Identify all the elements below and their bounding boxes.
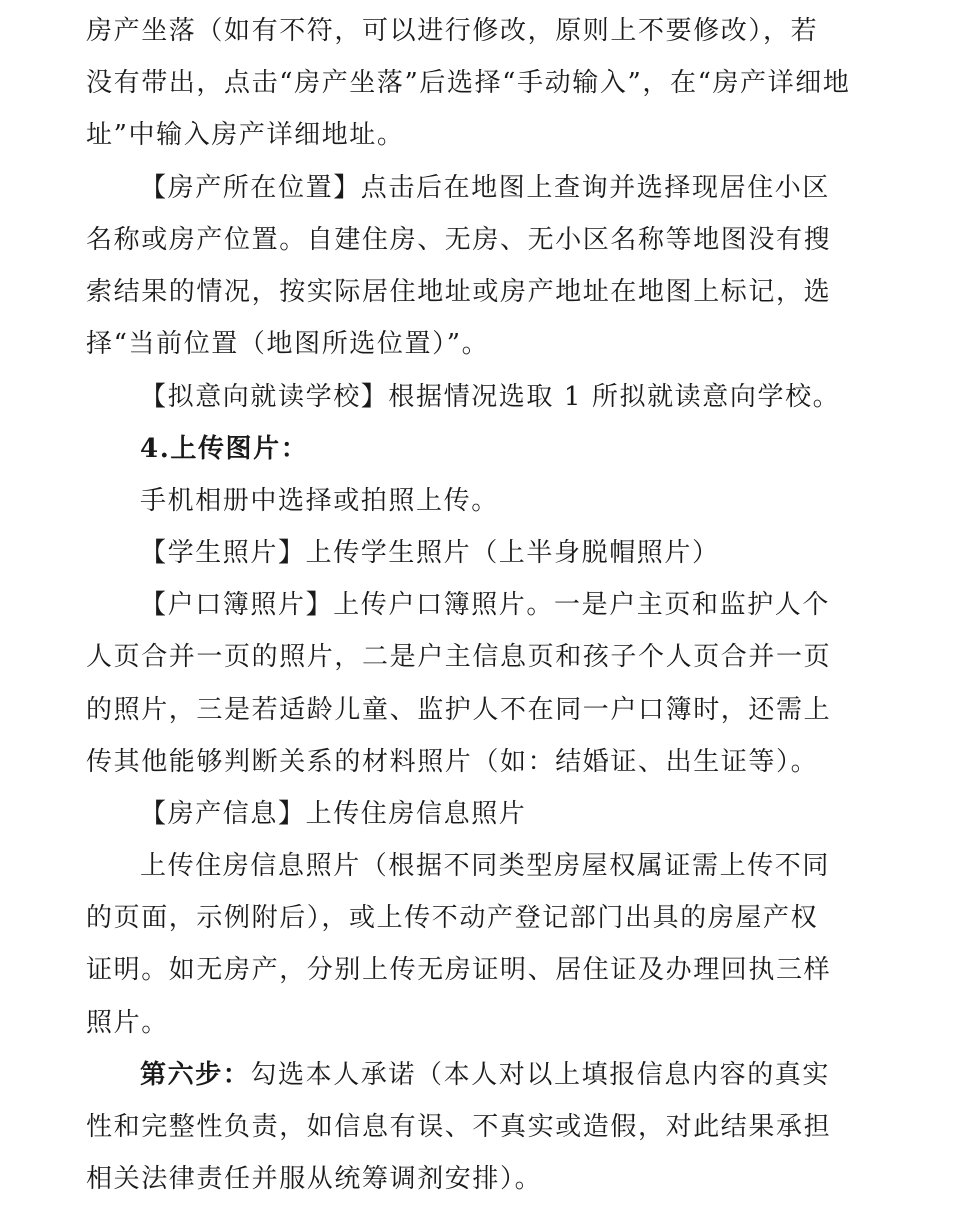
p1-line3: 址”中输入房产详细地址。 [86,120,405,150]
p9-line3: 相关法律责任并服从统筹调剂安排）。 [86,1164,543,1194]
p9-line1-text: 勾选本人承诺（本人对以上填报信息内容的真实 [250,1060,831,1090]
step6-label: 第六步： [140,1060,251,1090]
p8-line4: 照片。 [86,1008,169,1038]
section4-heading: 4.上传图片： [140,434,309,464]
p6-line1: 【户口簿照片】上传户口簿照片。一是户主页和监护人个 [140,590,831,620]
p1-line2: 没有带出，点击“房产坐落”后选择“手动输入”，在“房产详细地 [86,68,851,98]
p2-line2: 名称或房产位置。自建住房、无房、无小区名称等地图没有搜 [86,225,832,255]
p8-line2: 的页面，示例附后），或上传不动产登记部门出具的房屋产权 [86,903,819,933]
p8-line1: 上传住房信息照片（根据不同类型房屋权属证需上传不同 [140,851,831,881]
p2-line1: 【房产所在位置】点击后在地图上查询并选择现居住小区 [140,173,831,203]
p7-line1: 【房产信息】上传住房信息照片 [140,799,527,829]
p6-line4: 传其他能够判断关系的材料照片（如：结婚证、出生证等）。 [86,747,819,777]
p3-line1: 【拟意向就读学校】根据情况选取 1 所拟就读意向学校。 [140,382,841,412]
p2-line3: 索结果的情况，按实际居住地址或房产地址在地图上标记，选 [86,277,832,307]
p6-line2: 人页合并一页的照片，二是户主信息页和孩子个人页合并一页 [86,642,832,672]
p2-line4: 择“当前位置（地图所选位置）”。 [86,329,490,359]
p8-line3: 证明。如无房产，分别上传无房证明、居住证及办理回执三样 [86,955,832,985]
p1-line1: 房产坐落（如有不符，可以进行修改，原则上不要修改），若 [86,16,819,46]
p5-line1: 【学生照片】上传学生照片（上半身脱帽照片） [140,538,720,568]
p4-line1: 手机相册中选择或拍照上传。 [140,486,499,516]
p6-line3: 的照片，三是若适龄儿童、监护人不在同一户口簿时，还需上 [86,695,832,725]
p9-line2: 性和完整性负责，如信息有误、不真实或造假，对此结果承担 [86,1112,832,1142]
p9-line1 [140,1055,846,1095]
